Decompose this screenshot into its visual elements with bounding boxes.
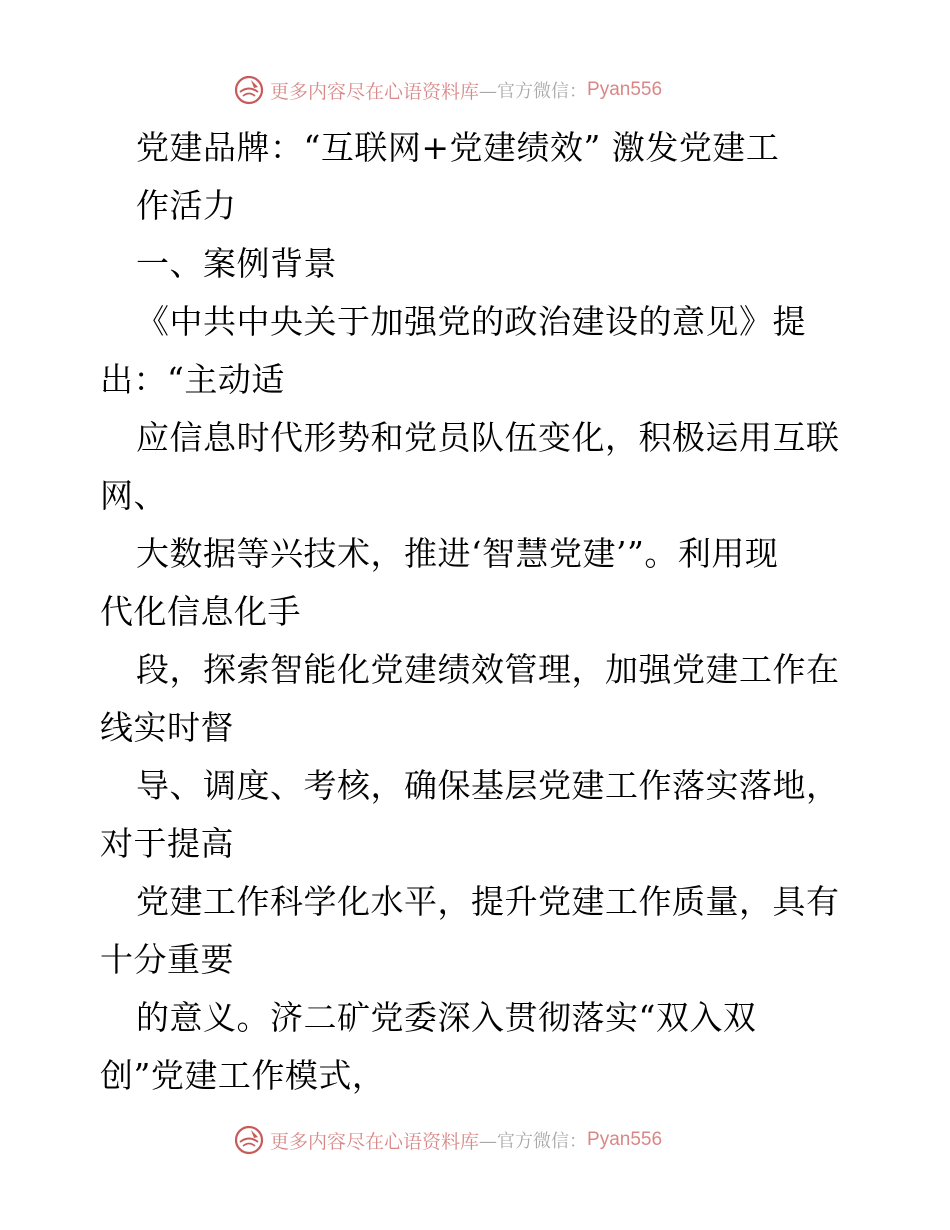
body-line: 应信息时代形势和党员队伍变化，积极运用互联 bbox=[136, 418, 840, 457]
watermark-wechat-id: Pyan556 bbox=[587, 1129, 663, 1150]
body-line: 出：“主动适 bbox=[100, 360, 285, 399]
body-line: 线实时督 bbox=[100, 708, 234, 747]
watermark-official-text: —官方微信： bbox=[479, 81, 588, 102]
section-heading: 一、案例背景 bbox=[136, 244, 337, 283]
body-line: 的意义。济二矿党委深入贯彻落实“双入双 bbox=[136, 998, 757, 1037]
book-logo-icon bbox=[234, 1125, 264, 1155]
header-watermark bbox=[234, 73, 662, 107]
document-title-line-2: 作活力 bbox=[136, 186, 237, 225]
body-line: 段，探索智能化党建绩效管理，加强党建工作在 bbox=[136, 650, 840, 689]
body-line: 网、 bbox=[100, 476, 167, 515]
book-logo-icon bbox=[234, 75, 264, 105]
body-line: 导、调度、考核，确保基层党建工作落实落地， bbox=[136, 766, 840, 805]
watermark-site-text: 更多内容尽在心语资料库 bbox=[270, 1130, 480, 1153]
body-line: 《中共中央关于加强党的政治建设的意见》提 bbox=[136, 302, 806, 341]
watermark-site-text: 更多内容尽在心语资料库 bbox=[270, 80, 480, 103]
body-line: 代化信息化手 bbox=[100, 592, 301, 631]
watermark-wechat-id: Pyan556 bbox=[587, 79, 663, 100]
footer-watermark bbox=[234, 1123, 662, 1157]
body-line: 党建工作科学化水平，提升党建工作质量，具有 bbox=[136, 882, 840, 921]
body-line: 十分重要 bbox=[100, 940, 234, 979]
body-line: 大数据等兴技术，推进‘智慧党建’”。利用现 bbox=[136, 534, 779, 573]
document-title-line-1: 党建品牌：“互联网+党建绩效” 激发党建工 bbox=[136, 128, 780, 167]
watermark-official-text: —官方微信： bbox=[479, 1131, 588, 1152]
body-line: 创”党建工作模式， bbox=[100, 1056, 386, 1095]
body-line: 对于提高 bbox=[100, 824, 234, 863]
